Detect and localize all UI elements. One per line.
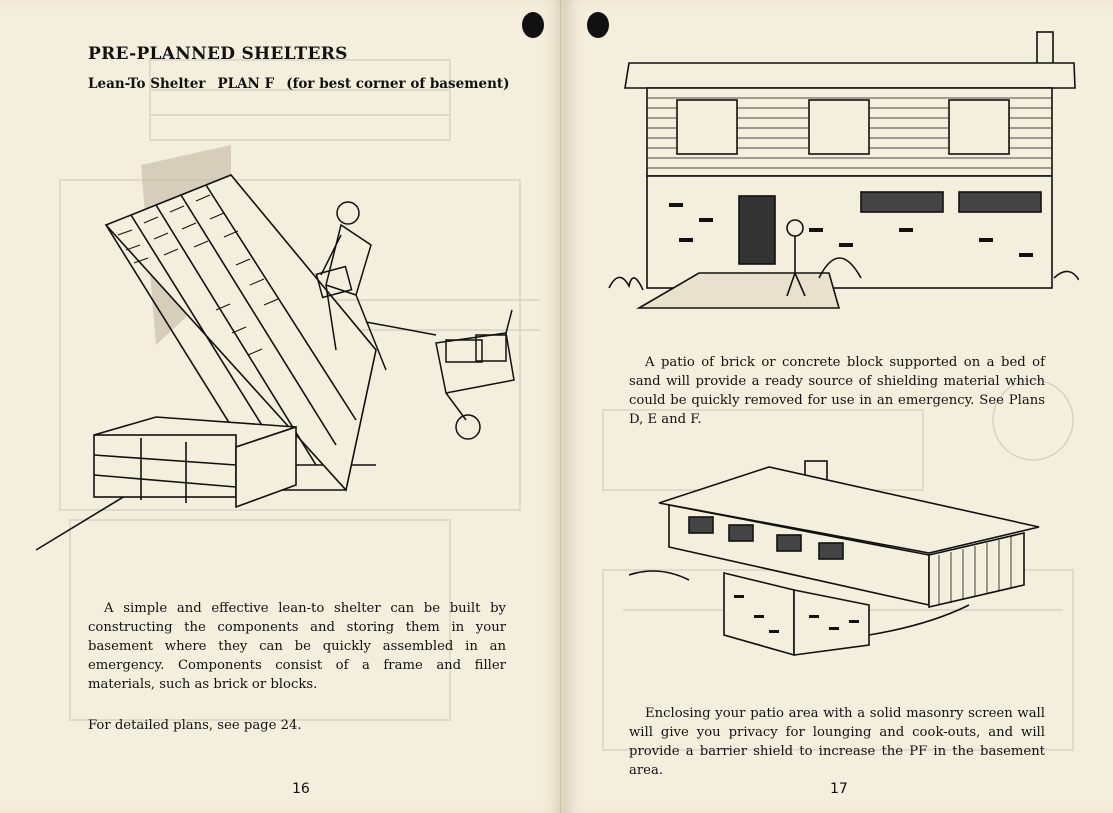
- page-number-left: 16: [292, 781, 310, 797]
- subtitle-shelter-type: Lean-To Shelter: [88, 76, 206, 92]
- page-number-right: 17: [830, 781, 848, 797]
- subtitle-location: (for best corner of basement): [286, 76, 510, 92]
- plan-subtitle: [88, 76, 522, 92]
- body-paragraph: A simple and effective lean-to shelter can be built by constructing the components and storing them in your basement where they can be quickly assembled in an emergency. Components consist of a frame and filler materials, such as brick or blocks.: [88, 601, 506, 692]
- screen-wall-caption: Enclosing your patio area with a solid masonry screen wall will give you privacy for lounging and cook-outs, and will provide a barrier shield to increase the PF in the basement area.: [629, 706, 1045, 778]
- page-title: PRE-PLANNED SHELTERS: [88, 44, 348, 64]
- house-with-screen-wall-illustration: [629, 455, 1049, 665]
- right-page: [563, 0, 1113, 813]
- subtitle-plan: PLAN F: [217, 76, 275, 92]
- binder-hole-left: [522, 12, 544, 38]
- lean-to-shelter-illustration: [36, 135, 516, 555]
- house-with-patio-illustration: [599, 28, 1079, 318]
- detailed-plans-reference: For detailed plans, see page 24.: [88, 718, 302, 733]
- patio-caption: A patio of brick or concrete block supported on a bed of sand will provide a ready source of shielding material which could be quickly removed for use in an emergency. See Plans D, E and F.: [629, 355, 1045, 427]
